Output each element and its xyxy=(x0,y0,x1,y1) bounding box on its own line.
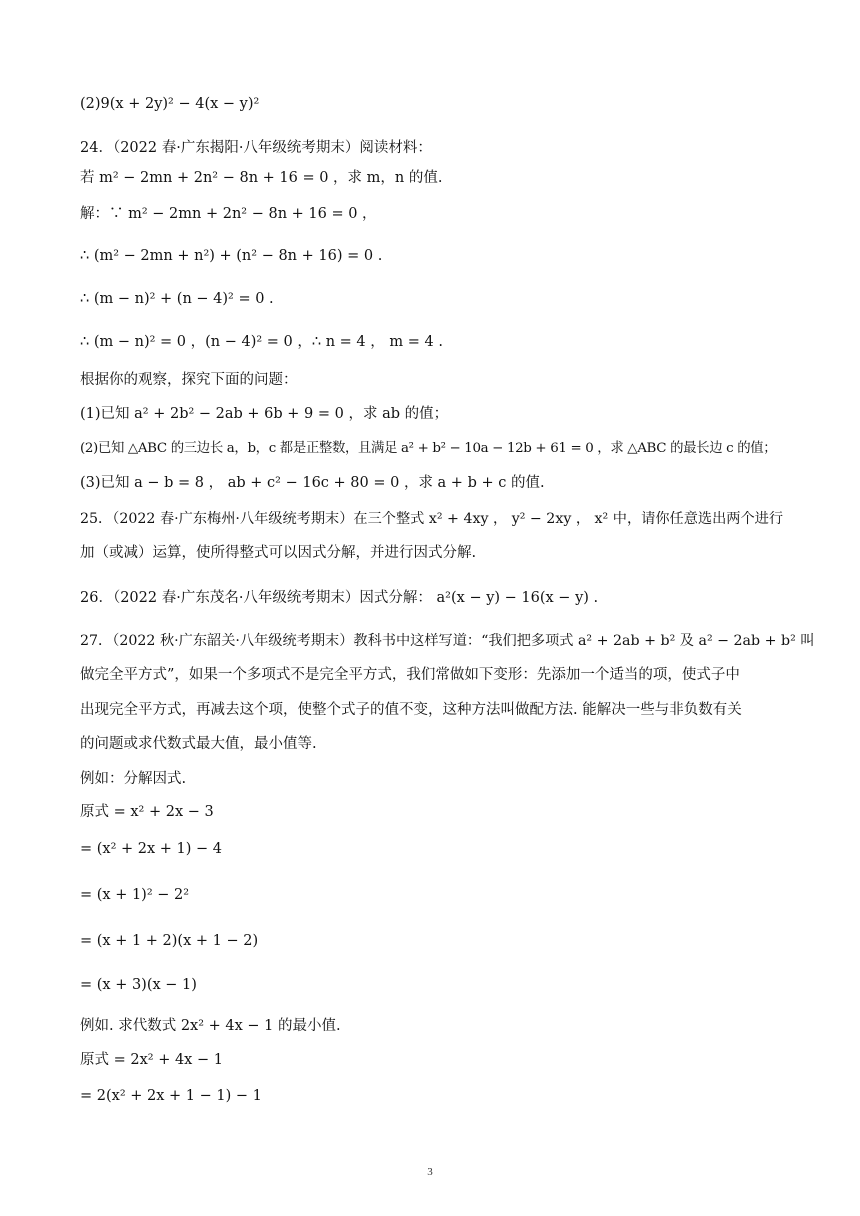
q24-solution-line3: ∴ (m − n)² + (n − 4)² = 0 . xyxy=(80,291,274,307)
example1-step5: = (x + 3)(x − 1) xyxy=(80,977,197,993)
q25-line1: 25．（2022 春·广东梅州·八年级统考期末）在三个整式 x² + 4xy ， y² − 2xy ， x² 中，请你任意选出两个进行 xyxy=(80,511,784,527)
q24-heading: 24．（2022 春·广东揭阳·八年级统考期末）阅读材料： xyxy=(80,140,432,156)
q26: 26．（2022 春·广东茂名·八年级统考期末）因式分解： a²(x − y) − 16(x − y) . xyxy=(80,590,599,606)
q27-line3: 出现完全平方式，再减去这个项，使整个式子的值不变，这种方法叫做配方法. 能解决一些与非负数有关 xyxy=(80,702,742,718)
example1-step2: = (x² + 2x + 1) − 4 xyxy=(80,841,223,857)
example1-step3: = (x + 1)² − 2² xyxy=(80,887,190,903)
example2-heading: 例如. 求代数式 2x² + 4x − 1 的最小值. xyxy=(80,1018,341,1034)
q24-condition: 若 m² − 2mn + 2n² − 8n + 16 = 0 ，求 m，n 的值. xyxy=(80,170,443,186)
q24-part3: (3)已知 a − b = 8 ， ab + c² − 16c + 80 = 0 ，求 a + b + c 的值. xyxy=(80,475,545,491)
q24-prompt: 根据你的观察，探究下面的问题： xyxy=(80,372,298,388)
q24-solution-line4: ∴ (m − n)² = 0 ，(n − 4)² = 0 ，∴ n = 4 ， m = 4 . xyxy=(80,334,443,350)
example1-step4: = (x + 1 + 2)(x + 1 − 2) xyxy=(80,933,259,949)
q24-part1: (1)已知 a² + 2b² − 2ab + 6b + 9 = 0 ，求 ab 的值； xyxy=(80,406,449,422)
q27-line1: 27．（2022 秋·广东韶关·八年级统考期末）教科书中这样写道：“我们把多项式 a² + 2ab + b² 及 a² − 2ab + b² 叫 xyxy=(80,633,815,649)
page-number: 3 xyxy=(427,1166,433,1178)
q25-line2: 加（或减）运算，使所得整式可以因式分解，并进行因式分解. xyxy=(80,545,477,561)
q24-part2: (2)已知 △ABC 的三边长 a，b，c 都是正整数，且满足 a² + b² − 10a − 12b + 61 = 0 ，求 △ABC 的最长边 c 的值； xyxy=(80,441,777,456)
example1-step1: 原式 = x² + 2x − 3 xyxy=(80,804,214,820)
q24-solution-line1: 解：∵ m² − 2mn + 2n² − 8n + 16 = 0 ， xyxy=(80,206,377,222)
q23-part2: (2)9(x + 2y)² − 4(x − y)² xyxy=(80,96,260,112)
example1-heading: 例如：分解因式. xyxy=(80,771,187,787)
q24-solution-line2: ∴ (m² − 2mn + n²) + (n² − 8n + 16) = 0 . xyxy=(80,248,383,264)
q27-line4: 的问题或求代数式最大值，最小值等. xyxy=(80,736,317,752)
q27-line2: 做完全平方式”，如果一个多项式不是完全平方式，我们常做如下变形：先添加一个适当的项，使式子中 xyxy=(80,667,740,683)
example2-step2: = 2(x² + 2x + 1 − 1) − 1 xyxy=(80,1088,262,1104)
example2-step1: 原式 = 2x² + 4x − 1 xyxy=(80,1052,223,1068)
